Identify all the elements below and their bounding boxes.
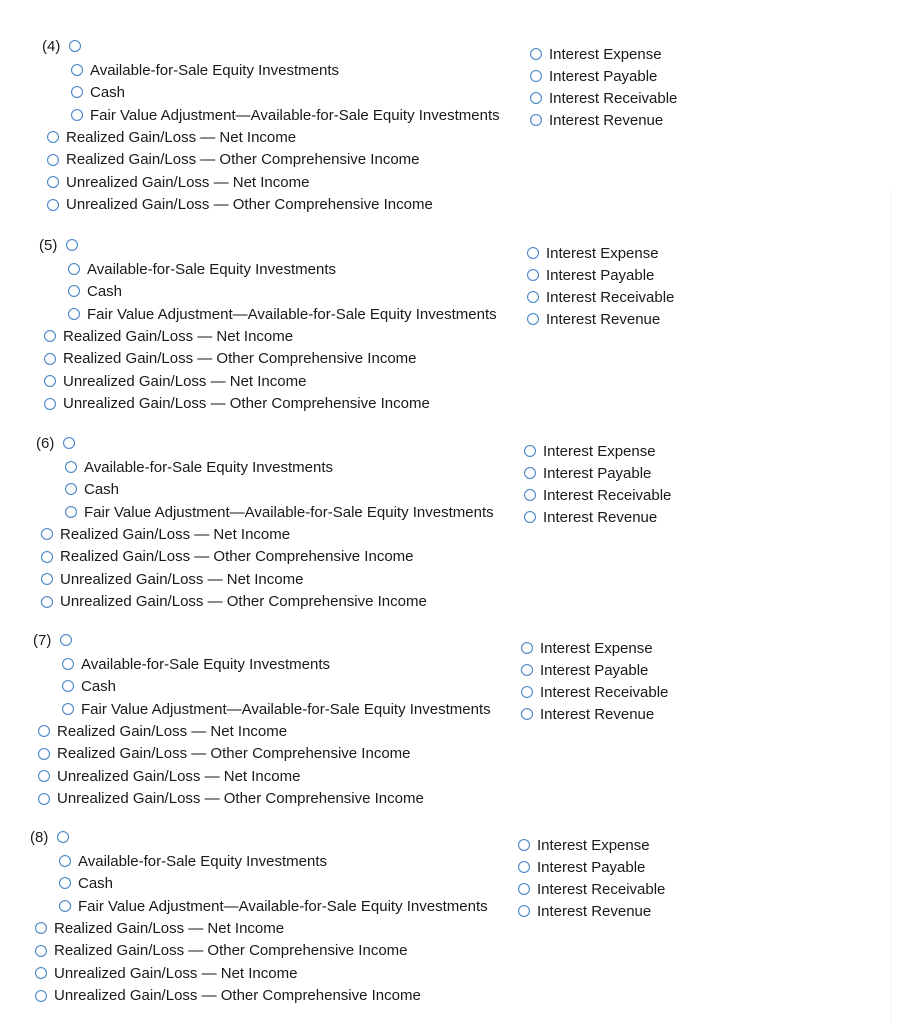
option-label: Cash [84, 480, 120, 498]
radio-button[interactable] [35, 922, 47, 934]
question-number: (6) [36, 434, 55, 452]
radio-button[interactable] [35, 990, 47, 1002]
sub-option[interactable] [59, 851, 327, 871]
interest-option[interactable] [518, 901, 651, 921]
scan-edge [891, 190, 892, 1024]
radio-button[interactable] [41, 528, 53, 540]
sub-option[interactable] [59, 896, 488, 916]
radio-button[interactable] [518, 861, 530, 873]
radio-button[interactable] [68, 308, 80, 320]
radio-button[interactable] [527, 247, 539, 259]
radio-button[interactable] [71, 109, 83, 121]
interest-option[interactable] [521, 638, 653, 658]
option-label: Cash [90, 83, 126, 101]
question-header [30, 827, 76, 847]
radio-button[interactable] [524, 467, 536, 479]
radio-button[interactable] [69, 40, 81, 52]
radio-button[interactable] [521, 642, 533, 654]
question-block [36, 433, 736, 623]
radio-button[interactable] [44, 375, 56, 387]
radio-button[interactable] [71, 86, 83, 98]
option-label: Cash [81, 677, 117, 695]
option-label: Realized Gain/Loss — Other Comprehensive Income [54, 942, 408, 959]
radio-button[interactable] [521, 686, 533, 698]
interest-option[interactable] [530, 66, 657, 86]
option-label: Interest Revenue [540, 705, 655, 723]
option-label: Realized Gain/Loss — Net Income [63, 327, 294, 345]
option-label: Interest Payable [546, 266, 655, 284]
radio-button[interactable] [524, 511, 536, 523]
option-label: Unrealized Gain/Loss — Net Income [60, 570, 304, 588]
account-option[interactable] [44, 326, 293, 346]
question-block [39, 235, 739, 425]
radio-button[interactable] [59, 855, 71, 867]
interest-option[interactable] [521, 682, 668, 702]
account-option[interactable] [35, 986, 421, 1006]
radio-button[interactable] [47, 176, 59, 188]
option-label: Interest Receivable [540, 683, 669, 701]
option-label: Interest Revenue [537, 902, 652, 920]
radio-button[interactable] [530, 92, 542, 104]
account-option[interactable] [47, 195, 433, 215]
radio-button[interactable] [41, 596, 53, 608]
sub-option[interactable] [71, 82, 125, 102]
option-label: Available-for-Sale Equity Investments [84, 458, 334, 476]
account-option[interactable] [38, 766, 300, 786]
sub-option[interactable] [68, 259, 336, 279]
radio-button[interactable] [35, 945, 47, 957]
radio-button[interactable] [47, 131, 59, 143]
account-option[interactable] [41, 569, 303, 589]
radio-button[interactable] [518, 883, 530, 895]
option-label: Available-for-Sale Equity Investments [90, 61, 340, 79]
radio-button[interactable] [68, 285, 80, 297]
radio-button[interactable] [62, 703, 74, 715]
account-option[interactable] [47, 127, 296, 147]
question-header [36, 433, 82, 453]
radio-button[interactable] [518, 905, 530, 917]
interest-option[interactable] [527, 287, 674, 307]
interest-option[interactable] [527, 265, 654, 285]
sub-option[interactable] [65, 502, 494, 522]
option-label: Interest Revenue [546, 310, 661, 328]
account-option[interactable] [41, 524, 290, 544]
option-label: Realized Gain/Loss — Net Income [57, 722, 288, 740]
question-number: (8) [30, 828, 49, 846]
option-label: Unrealized Gain/Loss — Other Comprehensive Income [60, 593, 427, 610]
option-label: Interest Payable [537, 858, 646, 876]
interest-option[interactable] [524, 485, 671, 505]
interest-option[interactable] [518, 857, 645, 877]
account-option[interactable] [41, 592, 427, 612]
radio-button[interactable] [527, 313, 539, 325]
sub-option[interactable] [71, 105, 500, 125]
sub-option[interactable] [65, 457, 333, 477]
radio-button[interactable] [44, 398, 56, 410]
radio-button[interactable] [524, 489, 536, 501]
radio-button[interactable] [60, 634, 72, 646]
option-label: Interest Expense [543, 442, 656, 460]
radio-button[interactable] [530, 114, 542, 126]
interest-option[interactable] [521, 660, 648, 680]
radio-button[interactable] [62, 680, 74, 692]
radio-button[interactable] [521, 708, 533, 720]
sub-option[interactable] [59, 873, 113, 893]
option-label: Realized Gain/Loss — Other Comprehensive Income [60, 548, 414, 565]
radio-button[interactable] [527, 269, 539, 281]
option-label: Realized Gain/Loss — Other Comprehensive Income [66, 151, 420, 168]
option-label: Fair Value Adjustment—Available-for-Sale Equity Investments [78, 897, 488, 915]
sub-option[interactable] [62, 676, 116, 696]
radio-button[interactable] [47, 154, 59, 166]
account-option[interactable] [41, 547, 414, 567]
account-option[interactable] [35, 963, 297, 983]
radio-button[interactable] [521, 664, 533, 676]
interest-option[interactable] [518, 835, 650, 855]
option-label: Interest Revenue [543, 508, 658, 526]
radio-button[interactable] [65, 483, 77, 495]
option-label: Unrealized Gain/Loss — Other Comprehensive Income [63, 395, 430, 412]
radio-button[interactable] [38, 793, 50, 805]
account-option[interactable] [38, 744, 411, 764]
radio-button[interactable] [518, 839, 530, 851]
radio-button[interactable] [65, 461, 77, 473]
radio-button[interactable] [57, 831, 69, 843]
option-label: Unrealized Gain/Loss — Net Income [54, 964, 298, 982]
sub-option[interactable] [68, 304, 497, 324]
option-label: Unrealized Gain/Loss — Other Comprehensive Income [57, 790, 424, 807]
account-option[interactable] [44, 394, 430, 414]
option-label: Available-for-Sale Equity Investments [87, 260, 337, 278]
interest-option[interactable] [521, 704, 654, 724]
account-option[interactable] [47, 150, 420, 170]
radio-button[interactable] [63, 437, 75, 449]
question-block [42, 36, 742, 226]
sub-option[interactable] [62, 654, 330, 674]
option-label: Interest Payable [543, 464, 652, 482]
option-label: Fair Value Adjustment—Available-for-Sale Equity Investments [81, 700, 491, 718]
question-number: (5) [39, 236, 58, 254]
question-block [30, 827, 730, 1017]
option-label: Interest Expense [546, 244, 659, 262]
radio-button[interactable] [530, 48, 542, 60]
option-label: Interest Receivable [537, 880, 666, 898]
option-label: Fair Value Adjustment—Available-for-Sale Equity Investments [87, 305, 497, 323]
question-header [33, 630, 79, 650]
account-option[interactable] [38, 721, 287, 741]
sub-option[interactable] [65, 479, 119, 499]
radio-button[interactable] [68, 263, 80, 275]
radio-button[interactable] [38, 748, 50, 760]
radio-button[interactable] [530, 70, 542, 82]
option-label: Interest Expense [549, 45, 662, 63]
radio-button[interactable] [44, 330, 56, 342]
option-label: Cash [87, 282, 123, 300]
account-option[interactable] [47, 172, 309, 192]
radio-button[interactable] [38, 725, 50, 737]
interest-option[interactable] [530, 44, 662, 64]
account-option[interactable] [35, 918, 284, 938]
question-block [33, 630, 733, 820]
option-label: Unrealized Gain/Loss — Other Comprehensive Income [54, 987, 421, 1004]
option-label: Realized Gain/Loss — Net Income [66, 128, 297, 146]
radio-button[interactable] [38, 770, 50, 782]
radio-button[interactable] [35, 967, 47, 979]
option-label: Available-for-Sale Equity Investments [81, 655, 331, 673]
question-header [39, 235, 85, 255]
sub-option[interactable] [62, 699, 491, 719]
option-label: Realized Gain/Loss — Other Comprehensive Income [63, 350, 417, 367]
question-number: (4) [42, 37, 61, 55]
option-label: Interest Revenue [549, 111, 664, 129]
radio-button[interactable] [44, 353, 56, 365]
interest-option[interactable] [524, 507, 657, 527]
option-label: Interest Receivable [549, 89, 678, 107]
interest-option[interactable] [518, 879, 665, 899]
option-label: Interest Receivable [546, 288, 675, 306]
radio-button[interactable] [66, 239, 78, 251]
interest-option[interactable] [524, 463, 651, 483]
option-label: Available-for-Sale Equity Investments [78, 852, 328, 870]
account-option[interactable] [44, 371, 306, 391]
radio-button[interactable] [62, 658, 74, 670]
interest-option[interactable] [530, 110, 663, 130]
interest-option[interactable] [527, 309, 660, 329]
option-label: Cash [78, 874, 114, 892]
interest-option[interactable] [527, 243, 659, 263]
radio-button[interactable] [41, 573, 53, 585]
option-label: Unrealized Gain/Loss — Net Income [57, 767, 301, 785]
account-option[interactable] [38, 789, 424, 809]
option-label: Unrealized Gain/Loss — Net Income [63, 372, 307, 390]
sub-option[interactable] [68, 281, 122, 301]
option-label: Interest Expense [537, 836, 650, 854]
option-label: Realized Gain/Loss — Other Comprehensive Income [57, 745, 411, 762]
option-label: Unrealized Gain/Loss — Net Income [66, 173, 310, 191]
account-option[interactable] [44, 349, 417, 369]
radio-button[interactable] [59, 900, 71, 912]
option-label: Fair Value Adjustment—Available-for-Sale Equity Investments [90, 106, 500, 124]
option-label: Fair Value Adjustment—Available-for-Sale Equity Investments [84, 503, 494, 521]
radio-button[interactable] [65, 506, 77, 518]
interest-option[interactable] [530, 88, 677, 108]
option-label: Interest Payable [549, 67, 658, 85]
sub-option[interactable] [71, 60, 339, 80]
radio-button[interactable] [524, 445, 536, 457]
option-label: Realized Gain/Loss — Net Income [54, 919, 285, 937]
question-header [42, 36, 88, 56]
interest-option[interactable] [524, 441, 656, 461]
option-label: Unrealized Gain/Loss — Other Comprehensive Income [66, 196, 433, 213]
radio-button[interactable] [71, 64, 83, 76]
radio-button[interactable] [47, 199, 59, 211]
radio-button[interactable] [527, 291, 539, 303]
radio-button[interactable] [41, 551, 53, 563]
option-label: Interest Payable [540, 661, 649, 679]
question-number: (7) [33, 631, 52, 649]
account-option[interactable] [35, 941, 408, 961]
radio-button[interactable] [59, 877, 71, 889]
option-label: Realized Gain/Loss — Net Income [60, 525, 291, 543]
option-label: Interest Expense [540, 639, 653, 657]
option-label: Interest Receivable [543, 486, 672, 504]
